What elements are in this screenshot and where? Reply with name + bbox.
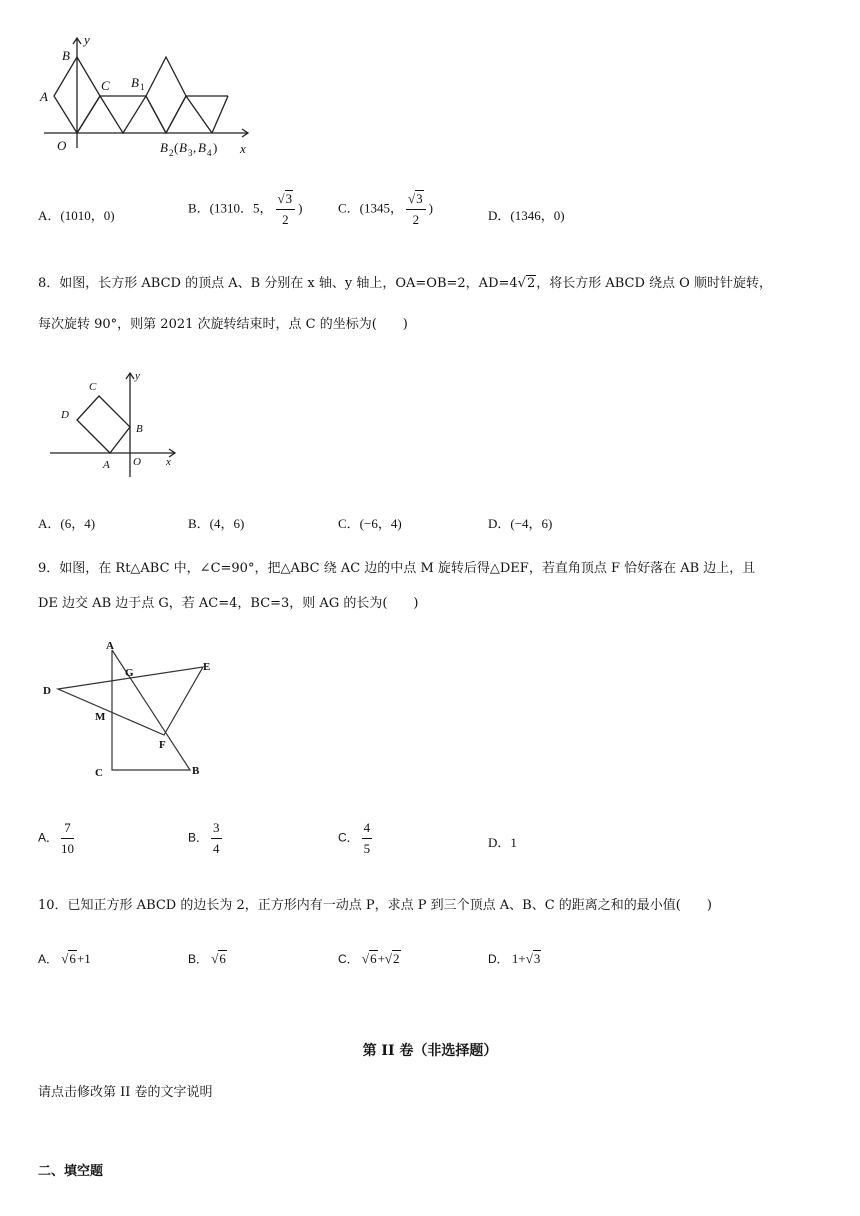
q7-label-B2-sub: 2: [169, 148, 174, 158]
q7-label-C: C: [101, 78, 110, 93]
q7-rhombus-2: [146, 57, 186, 133]
q9-label-B: B: [192, 765, 200, 777]
q8-figure: [40, 365, 190, 480]
q7-option-b-pre: B．(1310．5，: [188, 200, 273, 216]
svg-text:(: (: [174, 140, 179, 155]
q7-label-B: B: [62, 48, 70, 63]
q8-label-B: B: [136, 423, 143, 435]
q8-label-x: x: [166, 456, 171, 468]
q9-figure: [40, 638, 220, 783]
q10-option-c[interactable]: C． √6+√2: [338, 951, 400, 966]
q9-option-d[interactable]: D．1: [488, 835, 517, 850]
q8-label-y: y: [135, 370, 140, 382]
q7-option-b[interactable]: B．(1310．5， $\frac{√3}{2}$ ): [188, 189, 303, 230]
svg-text:): ): [213, 140, 218, 155]
q7-label-O: O: [57, 138, 67, 153]
q7-option-b-frac: $\frac{√3}{2}$: [276, 189, 296, 230]
q9-option-c[interactable]: C． $\frac{4}{5}$: [338, 820, 371, 856]
q7-figure: [30, 30, 270, 165]
q9-label-C: C: [95, 767, 103, 779]
q7-label-B4: B: [198, 140, 206, 155]
q10-stem: 10．已知正方形 ABCD 的边长为 2，正方形内有一动点 P，求点 P 到三个顶点 A、B、C 的距离之和的最小值( ): [38, 898, 712, 913]
q9-option-a[interactable]: A． $\frac{7}{10}$: [38, 820, 75, 856]
q10-option-d[interactable]: D． 1+√3: [488, 951, 541, 966]
q7-label-B1: B: [131, 75, 139, 90]
section2-title: 第 II 卷（非选择题）: [362, 1043, 498, 1059]
q9-label-A: A: [106, 640, 114, 652]
q7-label-B1-sub: 1: [140, 82, 145, 92]
q9-label-G: G: [125, 667, 134, 679]
q8-stem-line1: 8．如图，长方形 ABCD 的顶点 A、B 分别在 x 轴、y 轴上，OA=OB=2，AD=4√2，将长方形 ABCD 绕点 O 顺时针旋转，: [38, 276, 772, 291]
svg-text:,: ,: [193, 140, 197, 155]
q8-rectangle: [77, 396, 130, 453]
q9-label-F: F: [159, 739, 166, 751]
q10-option-a[interactable]: A． √6+1: [38, 951, 91, 966]
q7-label-A: A: [40, 89, 48, 104]
section2-note: 请点击修改第 II 卷的文字说明: [38, 1085, 213, 1100]
section2-heading: 二、填空题: [38, 1164, 104, 1179]
q8-label-A: A: [103, 459, 110, 471]
q7-right-edge: [212, 96, 228, 133]
q7-option-c[interactable]: C．(1345， $\frac{√3}{2}$ ): [338, 189, 433, 230]
q8-option-a[interactable]: A．(6，4): [38, 516, 96, 531]
q8-stem-line2: 每次旋转 90°，则第 2021 次旋转结束时，点 C 的坐标为( ): [38, 317, 408, 332]
q7-label-B4-sub: 4: [207, 148, 212, 158]
q7-option-d[interactable]: D．(1346，0): [488, 208, 565, 223]
q8-label-O: O: [133, 456, 141, 468]
q8-label-D: D: [61, 409, 69, 421]
q9-label-E: E: [203, 661, 211, 673]
q9-stem-line2: DE 边交 AB 边于点 G，若 AC=4，BC=3，则 AG 的长为( ): [38, 596, 419, 611]
q7-label-B3: B: [179, 140, 187, 155]
q7-option-a[interactable]: A．(1010，0): [38, 208, 115, 223]
q7-zigzag-2: [166, 96, 212, 133]
q9-label-D: D: [43, 685, 51, 697]
q9-label-M: M: [95, 711, 106, 723]
q9-stem-line1: 9．如图，在 Rt△ABC 中，∠C=90°，把△ABC 绕 AC 边的中点 M 旋转后得△DEF，若直角顶点 F 恰好落在 AB 边上，且: [38, 561, 756, 576]
q7-label-B2: B: [160, 140, 168, 155]
q8-label-C: C: [89, 381, 97, 393]
q8-option-d[interactable]: D．(−4，6): [488, 516, 553, 531]
q7-option-c-pre: C．(1345，: [338, 200, 404, 216]
q8-option-b[interactable]: B．(4，6): [188, 516, 245, 531]
q7-label-y: y: [84, 32, 90, 47]
q10-option-b[interactable]: B． √6: [188, 951, 226, 966]
q7-label-B3-sub: 3: [188, 148, 193, 158]
q7-zigzag-1: [77, 96, 166, 133]
q8-option-c[interactable]: C．(−6，4): [338, 516, 402, 531]
q9-option-b[interactable]: B． $\frac{3}{4}$: [188, 820, 220, 856]
q7-label-x: x: [240, 141, 246, 156]
q7-option-c-frac: $\frac{√3}{2}$: [406, 189, 426, 230]
